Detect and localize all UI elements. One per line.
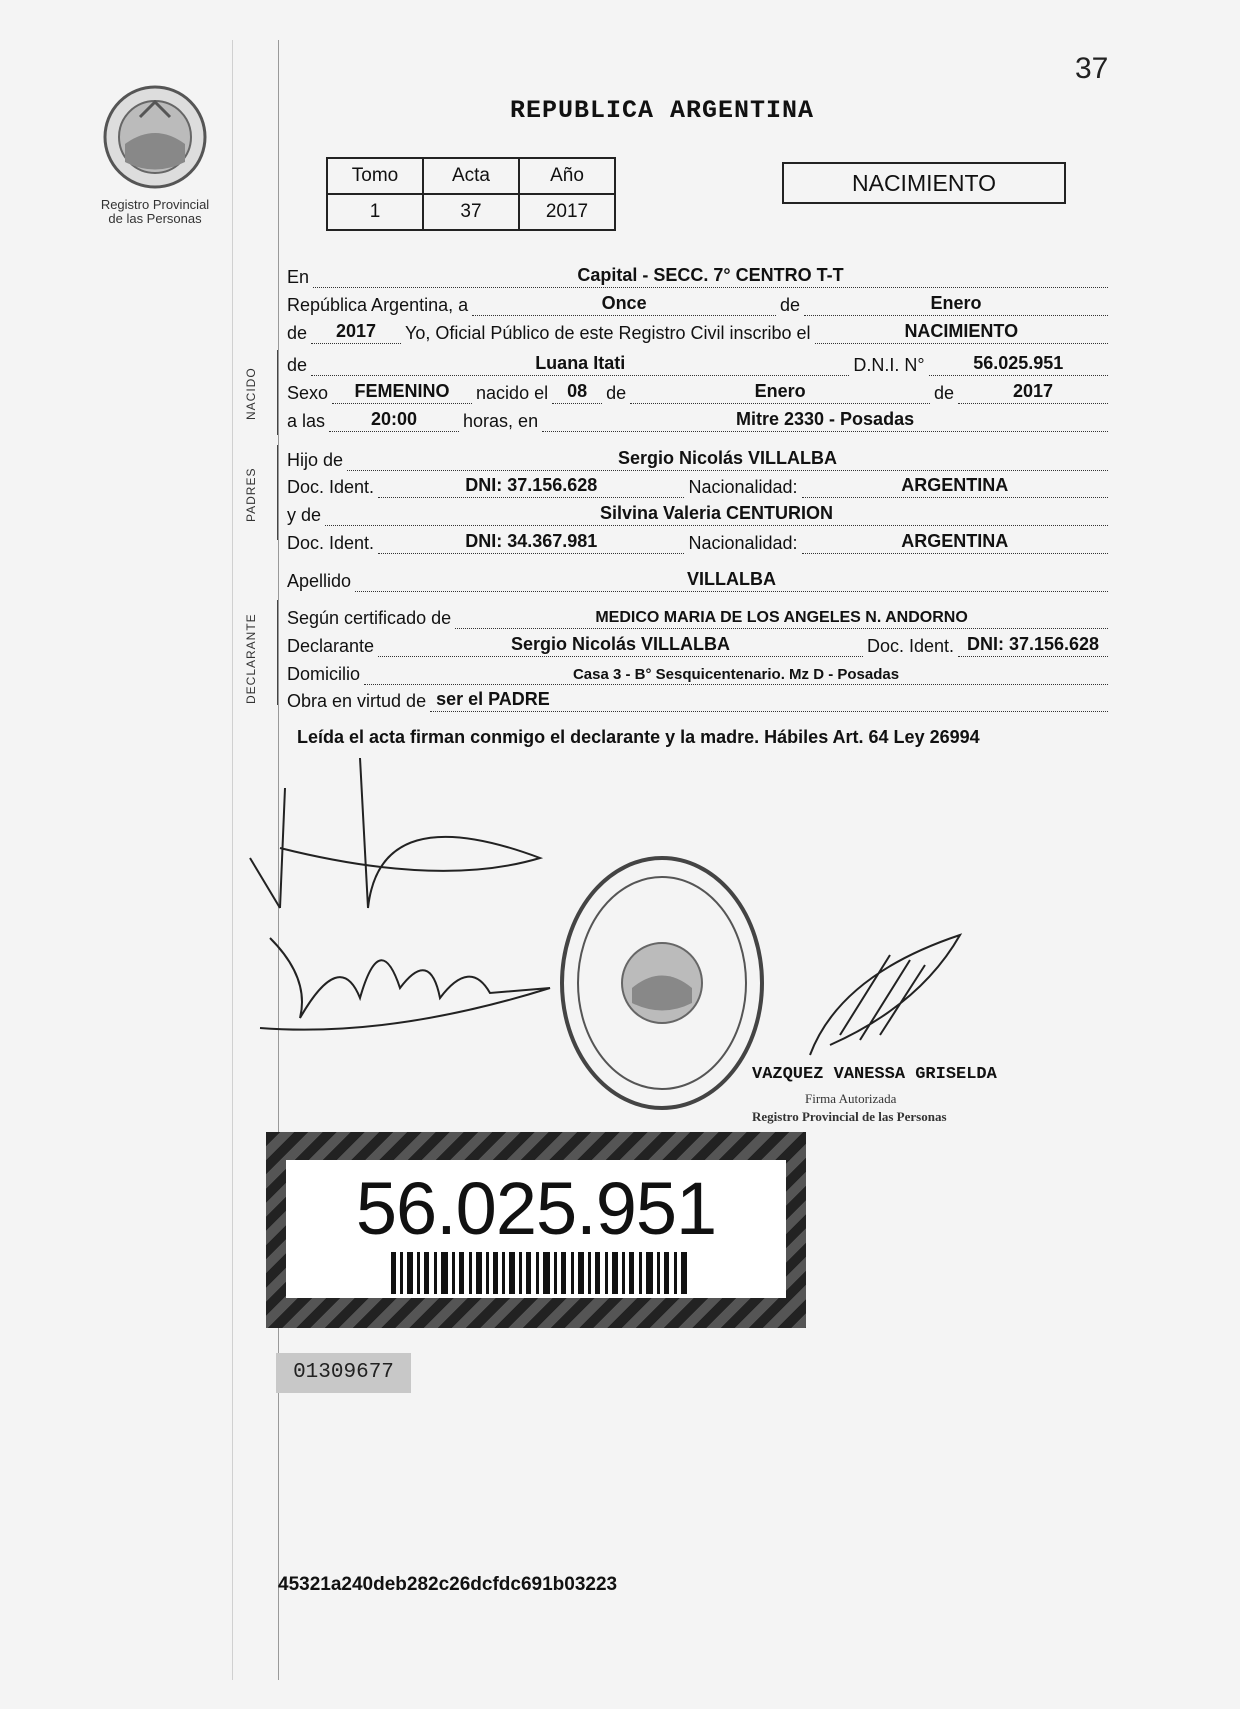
official-seal — [552, 848, 772, 1118]
label-sexo-de: de — [606, 383, 627, 403]
row-doc-padre — [287, 472, 1112, 498]
value-obra: ser el PADRE — [436, 689, 550, 709]
value-acta: 37 — [423, 194, 519, 230]
coat-of-arms-logo — [100, 82, 210, 192]
label-year-de: de — [287, 323, 308, 343]
value-birth-place: Mitre 2330 - Posadas — [736, 409, 915, 429]
row-certificado — [287, 603, 1112, 629]
label-en: En — [287, 267, 310, 287]
label-dni: D.N.I. N° — [853, 355, 925, 375]
id-sticker — [266, 1132, 806, 1328]
section-label-nacido: NACIDO — [244, 367, 258, 420]
signatory-role: Firma Autorizada — [805, 1091, 897, 1106]
label-sexo: Sexo — [287, 383, 329, 403]
row-apellido — [287, 566, 1112, 592]
value-dni: 56.025.951 — [973, 353, 1064, 373]
value-doc-padre: DNI: 37.156.628 — [465, 475, 598, 495]
value-declarante: Sergio Nicolás VILLALBA — [510, 634, 731, 654]
value-madre: Silvina Valeria CENTURION — [599, 503, 834, 523]
row-year — [287, 318, 1112, 344]
row-doc-madre — [287, 528, 1112, 554]
label-republica: República Argentina, a — [287, 295, 469, 315]
header-acta: Acta — [423, 158, 519, 194]
value-nac-padre: ARGENTINA — [901, 475, 1009, 495]
record-type-box: NACIMIENTO — [782, 162, 1066, 204]
serial-number: 01309677 — [276, 1353, 411, 1393]
row-obra — [287, 686, 1112, 712]
signature-official — [800, 915, 980, 1065]
row-nombre — [287, 350, 1112, 376]
label-certificado: Según certificado de — [287, 608, 452, 628]
record-table — [326, 157, 616, 231]
row-hijo-de — [287, 445, 1112, 471]
sticker-number: 56.025.951 — [355, 1167, 717, 1250]
section-label-padres: PADRES — [244, 467, 258, 522]
label-nacido: nacido el — [476, 383, 549, 403]
value-year: 2017 — [336, 321, 377, 341]
value-sexo: FEMENINO — [354, 381, 450, 401]
value-birth-year: 2017 — [1013, 381, 1054, 401]
signature-declarante — [240, 748, 570, 1048]
value-birth-month: Enero — [754, 381, 806, 401]
row-domicilio — [287, 659, 1112, 685]
closing-statement: Leída el acta firman conmigo el declarante y la madre. Hábiles Art. 64 Ley 26994 — [297, 727, 980, 747]
label-horas-en: horas, en — [463, 411, 539, 431]
label-hijo-de: Hijo de — [287, 450, 344, 470]
signatory-name: VAZQUEZ VANESSA GRISELDA — [752, 1065, 997, 1084]
document-hash: 45321a240deb282c26dcfdc691b03223 — [278, 1574, 618, 1595]
registry-label — [90, 198, 220, 226]
label-nac-padre: Nacionalidad: — [688, 477, 798, 497]
page-number: 37 — [1075, 52, 1109, 85]
value-doc-madre: DNI: 34.367.981 — [465, 531, 598, 551]
bracket-nacido — [277, 350, 284, 435]
label-doc-padre: Doc. Ident. — [287, 477, 375, 497]
registry-label-line2: de las Personas — [108, 211, 202, 226]
value-domicilio: Casa 3 - B° Sesquicentenario. Mz D - Posadas — [572, 666, 900, 683]
value-ano: 2017 — [519, 194, 615, 230]
barcode — [391, 1252, 691, 1294]
label-obra: Obra en virtud de — [287, 691, 427, 711]
bracket-declarante — [277, 600, 284, 705]
label-nac-madre: Nacionalidad: — [688, 533, 798, 553]
value-hora: 20:00 — [371, 409, 418, 429]
value-day-word: Once — [601, 293, 647, 313]
document-title: REPUBLICA ARGENTINA — [510, 96, 815, 125]
label-domicilio: Domicilio — [287, 664, 361, 684]
value-nombre: Luana Itati — [535, 353, 626, 373]
header-ano: Año — [519, 158, 615, 194]
text-inscribo: Yo, Oficial Público de este Registro Civil inscribo el — [405, 323, 811, 343]
value-doc-declarante: DNI: 37.156.628 — [966, 634, 1100, 654]
margin-line-outer — [232, 40, 233, 1680]
row-en — [287, 262, 1112, 288]
row-declarante — [287, 631, 1112, 657]
row-republica — [287, 290, 1112, 316]
row-sexo — [287, 378, 1112, 404]
label-y-de: y de — [287, 505, 322, 525]
value-nac-madre: ARGENTINA — [901, 531, 1009, 551]
header-tomo: Tomo — [327, 158, 423, 194]
value-inscribo: NACIMIENTO — [904, 321, 1019, 341]
label-declarante: Declarante — [287, 636, 375, 656]
label-hora: a las — [287, 411, 326, 431]
label-de: de — [780, 295, 801, 315]
signatory-registry: Registro Provincial de las Personas — [752, 1109, 947, 1124]
value-birth-day: 08 — [567, 381, 588, 401]
value-padre: Sergio Nicolás VILLALBA — [617, 448, 838, 468]
row-y-de — [287, 500, 1112, 526]
value-en: Capital - SECC. 7° CENTRO T-T — [577, 265, 844, 285]
value-certificado: MEDICO MARIA DE LOS ANGELES N. ANDORNO — [595, 609, 968, 626]
label-apellido: Apellido — [287, 571, 352, 591]
value-tomo: 1 — [327, 194, 423, 230]
row-hora — [287, 406, 1112, 432]
label-doc-declarante: Doc. Ident. — [866, 636, 954, 656]
label-doc-madre: Doc. Ident. — [287, 533, 375, 553]
value-month: Enero — [930, 293, 982, 313]
value-apellido: VILLALBA — [687, 569, 777, 589]
section-label-declarante: DECLARANTE — [244, 613, 258, 704]
bracket-padres — [277, 445, 284, 540]
label-sexo-de2: de — [934, 383, 955, 403]
label-nombre-de: de — [287, 355, 308, 375]
registry-label-line1: Registro Provincial — [100, 197, 210, 212]
